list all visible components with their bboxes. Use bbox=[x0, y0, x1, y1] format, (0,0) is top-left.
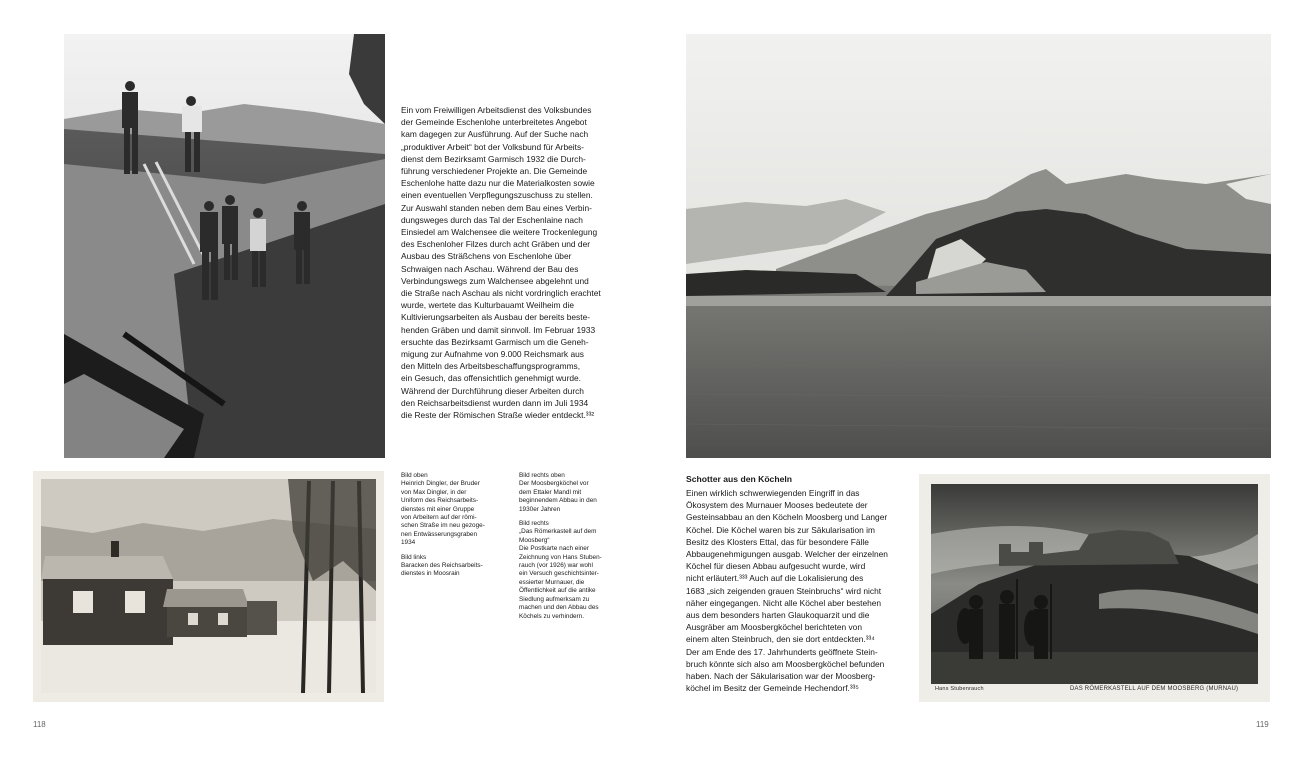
page-number-right: 119 bbox=[1256, 720, 1269, 729]
caption-bild-rechts-oben: Bild rechts oben Der Moosbergköchel vor dem Ettaler Mandl mit beginnendem Abbau in den 1930er Jahren bbox=[519, 472, 597, 513]
section-heading: Schotter aus den Köcheln bbox=[686, 474, 793, 484]
page-number-left: 118 bbox=[33, 720, 46, 729]
moosbergkoechel-landscape-photo bbox=[686, 34, 1271, 458]
section-paragraph: Einen wirklich schwerwiegenden Eingriff in das Ökosystem des Murnauer Mooses bedeutete der Gesteinsabbau an den Köcheln Moosberg und Langer Köchel. Die Köchel waren bis zur Säkularisation im Besitz des Klosters Ettal, das für besondere Fälle Abbaugenehmigungen ausgab. Welcher der einzelnen Köchel für diesen Abbau aufgesucht wurde, wird nicht erläutert.³³³ Auch auf die Lokalisierung des 1683 „sich zeigenden grauen Steinbruchs“ wird nicht näher eingegangen. Nicht alle Köchel aber bestehen aus dem besonders harten Glaukoquarzit und die Ausgräber am Moosbergköchel berichteten von einem alten Steinbruch, den sie dort entdeckten.³³⁴ Der am Ende des 17. Jahrhunderts geöffnete Stein- bruch könnte sich also am Moosbergköchel befunden haben. Nach der Säkularisation war der Moosberg- köchel im Besitz der Gemeinde Hechendorf.³³⁵ bbox=[686, 488, 888, 694]
captions-right-column bbox=[519, 472, 625, 627]
caption-bild-links: Bild links Baracken des Reichsarbeits- dienstes in Moosrain bbox=[401, 553, 483, 578]
intro-paragraph: Ein vom Freiwilligen Arbeitsdienst des Volksbundes der Gemeinde Eschenlohe unterbreitetes Angebot kam dagegen zur Ausführung. Auf der Suche nach „produktiver Arbeit“ bot der Volksbund für Arbeits- dienst dem Bezirksamt Garmisch 1932 die Durch- führung verschiedener Projekte an. Die Gemeinde Eschenlohe hatte dazu nur die Materialkosten sowie einen eventuellen Verpflegungszuschuss zu stellen. Zur Auswahl standen neben dem Bau eines Verbin- dungsweges durch das Tal der Eschenlaine nach Einsiedel am Walchensee die weitere Trockenlegung des Eschenloher Filzes durch acht Gräben und der Ausbau des Sträßchens von Eschenlohe über Schwaigen nach Aschau. Während der Bau des Verbindungswegs zum Walchensee abgelehnt und die Straße nach Aschau als nicht vordringlich erachtet wurde, wertete das Kulturbauamt Weilheim die Kultivierungsarbeiten als Ausbau der bereits beste- henden Gräben und damit sinnvoll. Im Februar 1933 ersuchte das Bezirksamt Garmisch um die Geneh- migung zur Aufnahme von 9.000 Reichsmark aus den Mitteln des Arbeitsbeschaffungsprogramms, ein Gesuch, das offensichtlich genehmigt wurde. Während der Durchführung dieser Arbeiten durch den Reichsarbeitsdienst wurden dann im Juli 1934 die Reste der Römischen Straße wieder entdeckt.³³² bbox=[401, 105, 601, 421]
barracks-photo bbox=[33, 471, 384, 702]
caption-bild-rechts: Bild rechts „Das Römerkastell auf dem Moosberg“ Die Postkarte nach einer Zeichnung von Hans Stuben- rauch (vor 1926) war wohl ein Versuch geschichtsinter- essierter Murnauer, die Öffentlichkeit auf die antike Siedlung aufmerksam zu machen und den Abbau des Köchels zu verhindern. bbox=[519, 520, 602, 620]
caption-bild-oben: Bild oben Heinrich Dingler, der Bruder von Max Dingler, in der Uniform des Reichsarbeits- dienstes mit einer Gruppe von Arbeitern auf der römi- schen Straße im neu gezoge- nen Entwässerungsgraben 1934 bbox=[401, 472, 485, 547]
roemerkastell-postcard bbox=[919, 474, 1270, 702]
captions-left-column bbox=[401, 472, 509, 585]
postcard-artist-credit: Hans Stubenrauch bbox=[935, 686, 984, 692]
postcard-title: DAS RÖMERKASTELL AUF DEM MOOSBERG (MURNAU) bbox=[1070, 686, 1239, 692]
trench-workers-photo bbox=[64, 34, 385, 458]
